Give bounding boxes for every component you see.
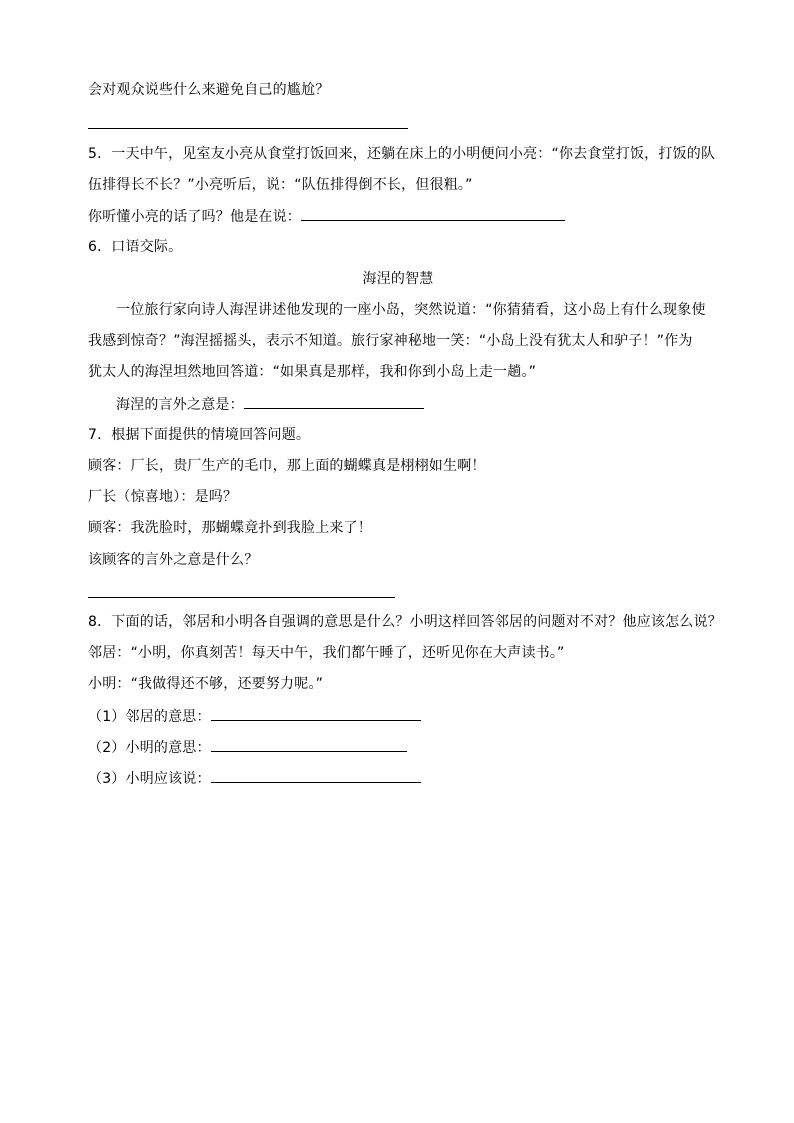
q6-prompt: 海涅的言外之意是： — [116, 397, 244, 413]
answer-line-intro[interactable] — [88, 128, 408, 129]
answer-blank-q8-2[interactable] — [211, 737, 407, 752]
q7-dialogue-2: 厂长（惊喜地）：是吗？ — [88, 489, 238, 505]
q7-heading: 7．根据下面提供的情境回答问题。 — [88, 427, 311, 443]
q5-prompt: 你听懂小亮的话了吗？他是在说： — [88, 209, 301, 225]
q7-dialogue-1: 顾客：厂长，贵厂生产的毛巾，那上面的蝴蝶真是栩栩如生啊！ — [88, 458, 486, 474]
q5-line-2: 伍排得长不长？”小亮听后，说：“队伍排得倒不长，但很粗。” — [88, 177, 473, 193]
q8-sub-3-row — [88, 768, 421, 789]
q6-story-line-1: 一位旅行家向诗人海涅讲述他发现的一座小岛，突然说道：“你猜猜看，这小岛上有什么现象使 — [116, 302, 706, 318]
q6-story-title: 海涅的智慧 — [362, 271, 434, 287]
q8-xiaoming-quote: 小明：“我做得还不够，还要努力呢。” — [88, 676, 324, 692]
intro-question: 会对观众说些什么来避免自己的尴尬？ — [88, 82, 330, 98]
answer-blank-q5[interactable] — [301, 206, 565, 221]
q8-heading: 8．下面的话，邻居和小明各自强调的意思是什么？小明这样回答邻居的问题对不对？他应该怎么说？ — [88, 614, 722, 630]
q5-prompt-row — [88, 206, 565, 227]
q6-story-line-2: 我感到惊奇？”海涅摇摇头，表示不知道。旅行家神秘地一笑：“小岛上没有犹太人和驴子！”作为 — [88, 333, 693, 349]
q8-sub-1-row — [88, 706, 421, 727]
q7-dialogue-3: 顾客：我洗脸时，那蝴蝶竟扑到我脸上来了！ — [88, 520, 372, 536]
q8-sub-2-row — [88, 737, 407, 758]
q5-line-1: 5．一天中午，见室友小亮从食堂打饭回来，还躺在床上的小明便问小亮：“你去食堂打饭，打饭的队 — [88, 146, 716, 162]
answer-blank-q8-1[interactable] — [211, 706, 421, 721]
answer-blank-q6[interactable] — [244, 394, 424, 409]
q8-sub-3-label: （3）小明应该说： — [88, 771, 211, 787]
answer-line-q7[interactable] — [88, 597, 395, 598]
q6-heading: 6．口语交际。 — [88, 239, 183, 255]
q6-prompt-row — [116, 394, 424, 415]
q8-sub-2-label: （2）小明的意思： — [88, 740, 211, 756]
q8-neighbor-quote: 邻居：“小明，你真刻苦！每天中午，我们都午睡了，还听见你在大声读书。” — [88, 645, 565, 661]
q7-question: 该顾客的言外之意是什么？ — [88, 552, 259, 568]
q8-sub-1-label: （1）邻居的意思： — [88, 709, 211, 725]
answer-blank-q8-3[interactable] — [211, 768, 421, 783]
q6-story-line-3: 犹太人的海涅坦然地回答道：“如果真是那样，我和你到小岛上走一趟。” — [88, 364, 537, 380]
